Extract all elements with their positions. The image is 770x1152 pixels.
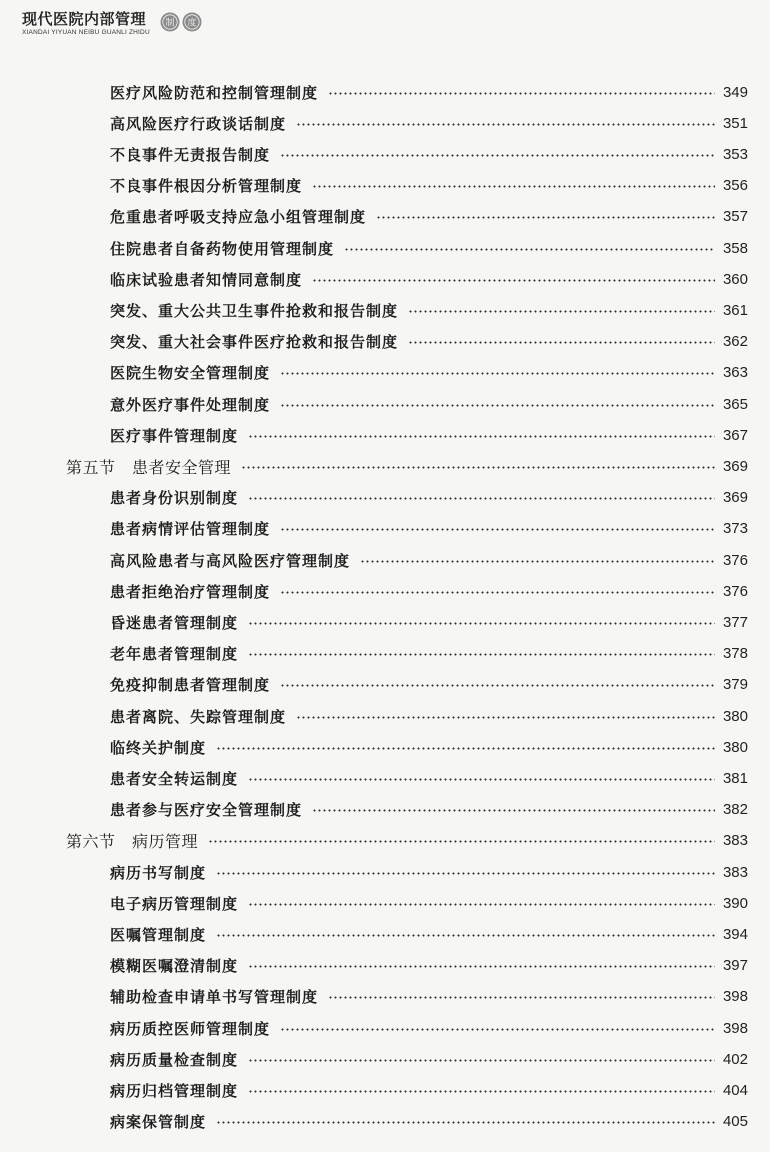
- page-number: 357: [722, 208, 748, 226]
- toc-entry-row: [0, 516, 770, 542]
- page-number: 365: [722, 395, 748, 413]
- dot-leader: [216, 872, 715, 875]
- page-number: 353: [722, 145, 748, 163]
- toc-section-row: [0, 453, 770, 479]
- book-title-pinyin: XIANDAI YIYUAN NEIBU GUANLI ZHIDU: [22, 29, 150, 36]
- toc-entry-row: [0, 266, 770, 292]
- entry-title: 危重患者呼吸支持应急小组管理制度: [110, 208, 367, 227]
- dot-leader: [280, 404, 715, 407]
- dot-leader: [216, 934, 715, 937]
- dot-leader: [248, 653, 715, 656]
- page-number: 376: [722, 582, 748, 600]
- entry-title: 患者身份识别制度: [110, 489, 239, 508]
- toc-entry-row: [0, 485, 770, 511]
- entry-title: 高风险患者与高风险医疗管理制度: [110, 551, 351, 570]
- dot-leader: [312, 279, 715, 282]
- toc-entry-row: [0, 578, 770, 604]
- dot-leader: [248, 778, 715, 781]
- page-number: 362: [722, 333, 748, 351]
- toc-entry-row: [0, 1077, 770, 1103]
- dot-leader: [296, 716, 715, 719]
- page-number: 351: [722, 114, 748, 132]
- svg-text:制: 制: [165, 18, 175, 29]
- toc-section-row: [0, 828, 770, 854]
- page-number: 379: [722, 676, 748, 694]
- dot-leader: [344, 248, 715, 251]
- entry-title: 不良事件无责报告制度: [110, 145, 271, 164]
- toc-entry-row: [0, 703, 770, 729]
- dot-leader: [408, 310, 715, 313]
- page-number: 349: [722, 83, 748, 101]
- dot-leader: [328, 92, 715, 95]
- book-title: 现代医院内部管理: [22, 10, 147, 28]
- toc-entry-row: [0, 1015, 770, 1041]
- entry-title: 意外医疗事件处理制度: [110, 395, 271, 414]
- toc-entry-row: [0, 391, 770, 417]
- toc-entry-row: [0, 921, 770, 947]
- dot-leader: [241, 466, 715, 469]
- toc-entry-row: [0, 797, 770, 823]
- entry-title: 患者拒绝治疗管理制度: [110, 582, 271, 601]
- toc-entry-row: [0, 204, 770, 230]
- section-title: 第五节 患者安全管理: [66, 457, 232, 477]
- entry-title: 突发、重大公共卫生事件抢救和报告制度: [110, 301, 399, 320]
- toc-entry-row: [0, 297, 770, 323]
- entry-title: 免疫抑制患者管理制度: [110, 676, 271, 695]
- entry-title: 不良事件根因分析管理制度: [110, 177, 303, 196]
- page-number: 377: [722, 613, 748, 631]
- entry-title: 高风险医疗行政谈话制度: [110, 114, 287, 133]
- page-number: 378: [722, 645, 748, 663]
- page-number: 361: [722, 301, 748, 319]
- page-number: 383: [722, 832, 748, 850]
- toc-entry-row: [0, 329, 770, 355]
- entry-title: 模糊医嘱澄清制度: [110, 957, 239, 976]
- entry-title: 电子病历管理制度: [110, 894, 239, 913]
- dot-leader: [376, 216, 715, 219]
- toc-entry-row: [0, 1046, 770, 1072]
- toc-entry-row: [0, 110, 770, 136]
- page-number: 383: [722, 863, 748, 881]
- page-number: 369: [722, 489, 748, 507]
- entry-title: 住院患者自备药物使用管理制度: [110, 239, 335, 258]
- entry-title: 医院生物安全管理制度: [110, 364, 271, 383]
- page-number: 380: [722, 707, 748, 725]
- page-number: 373: [722, 520, 748, 538]
- dot-leader: [248, 435, 715, 438]
- entry-title: 病历归档管理制度: [110, 1081, 239, 1100]
- page-number: 397: [722, 957, 748, 975]
- svg-text:度: 度: [187, 18, 197, 29]
- dot-leader: [296, 123, 715, 126]
- page-number: 363: [722, 364, 748, 382]
- entry-title: 病历质控医师管理制度: [110, 1019, 271, 1038]
- toc-entry-row: [0, 859, 770, 885]
- page-number: 356: [722, 177, 748, 195]
- toc-entry-row: [0, 1109, 770, 1135]
- page-number: 398: [722, 1019, 748, 1037]
- page-number: 390: [722, 894, 748, 912]
- toc-entry-row: [0, 953, 770, 979]
- toc-entry-row: [0, 173, 770, 199]
- toc-entry-row: [0, 422, 770, 448]
- toc-entry-row: [0, 235, 770, 261]
- entry-title: 患者安全转运制度: [110, 769, 239, 788]
- dot-leader: [248, 965, 715, 968]
- page-number: 381: [722, 769, 748, 787]
- dot-leader: [280, 372, 715, 375]
- entry-title: 病案保管制度: [110, 1113, 207, 1132]
- dot-leader: [280, 591, 715, 594]
- dot-leader: [248, 497, 715, 500]
- dot-leader: [248, 1090, 715, 1093]
- dot-leader: [280, 154, 715, 157]
- toc-entry-row: [0, 641, 770, 667]
- page-number: 376: [722, 551, 748, 569]
- page-number: 402: [722, 1050, 748, 1068]
- toc-entry-row: [0, 609, 770, 635]
- entry-title: 老年患者管理制度: [110, 645, 239, 664]
- dot-leader: [248, 1059, 715, 1062]
- page-number: 398: [722, 988, 748, 1006]
- entry-title: 昏迷患者管理制度: [110, 613, 239, 632]
- dot-leader: [248, 622, 715, 625]
- dot-leader: [280, 684, 715, 687]
- toc-entry-row: [0, 547, 770, 573]
- dot-leader: [408, 341, 715, 344]
- entry-title: 医疗事件管理制度: [110, 426, 239, 445]
- page-number: 382: [722, 801, 748, 819]
- dot-leader: [216, 1121, 715, 1124]
- dot-leader: [248, 903, 715, 906]
- section-title: 第六节 病历管理: [66, 832, 199, 852]
- entry-title: 临终关护制度: [110, 738, 207, 757]
- toc-entry-row: [0, 984, 770, 1010]
- page-number: 358: [722, 239, 748, 257]
- toc-entry-row: [0, 890, 770, 916]
- dot-leader: [280, 528, 715, 531]
- page-number: 367: [722, 426, 748, 444]
- page-number: 380: [722, 738, 748, 756]
- entry-title: 辅助检查申请单书写管理制度: [110, 988, 319, 1007]
- dot-leader: [280, 1028, 715, 1031]
- seal-icon: [159, 11, 205, 33]
- dot-leader: [208, 840, 715, 843]
- toc-entry-row: [0, 141, 770, 167]
- toc-entry-row: [0, 79, 770, 105]
- toc-entry-row: [0, 672, 770, 698]
- entry-title: 患者参与医疗安全管理制度: [110, 801, 303, 820]
- entry-title: 临床试验患者知情同意制度: [110, 270, 303, 289]
- page-number: 394: [722, 925, 748, 943]
- entry-title: 医嘱管理制度: [110, 925, 207, 944]
- page-number: 404: [722, 1081, 748, 1099]
- dot-leader: [328, 996, 715, 999]
- dot-leader: [312, 185, 715, 188]
- entry-title: 患者病情评估管理制度: [110, 520, 271, 539]
- toc-entry-row: [0, 734, 770, 760]
- entry-title: 病历质量检查制度: [110, 1050, 239, 1069]
- entry-title: 患者离院、失踪管理制度: [110, 707, 287, 726]
- page-number: 369: [722, 457, 748, 475]
- entry-title: 医疗风险防范和控制管理制度: [110, 83, 319, 102]
- entry-title: 病历书写制度: [110, 863, 207, 882]
- toc-entry-row: [0, 765, 770, 791]
- toc-entry-row: [0, 360, 770, 386]
- dot-leader: [360, 560, 715, 563]
- dot-leader: [312, 809, 715, 812]
- page-number: 360: [722, 270, 748, 288]
- entry-title: 突发、重大社会事件医疗抢救和报告制度: [110, 333, 399, 352]
- page-number: 405: [722, 1113, 748, 1131]
- dot-leader: [216, 747, 715, 750]
